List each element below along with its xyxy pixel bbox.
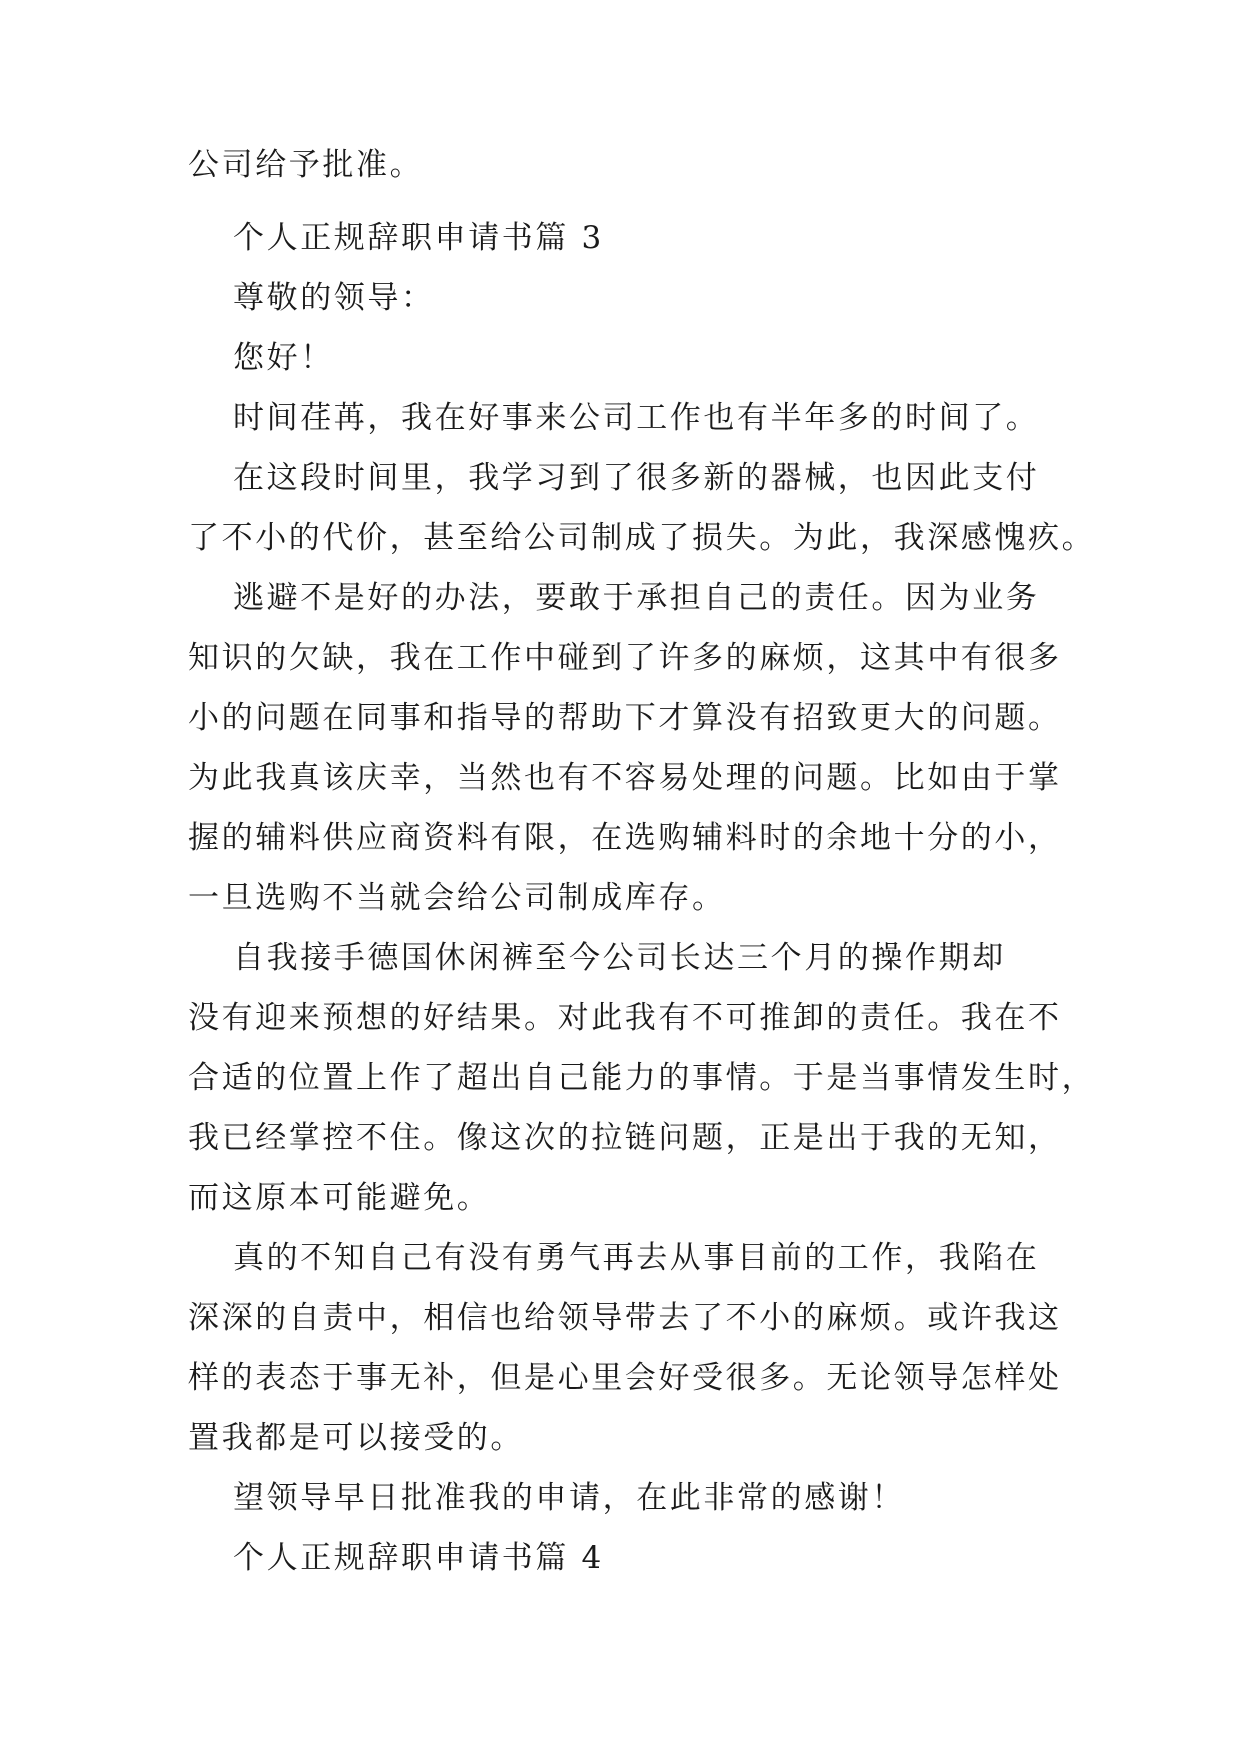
text-line: 而这原本可能避免。 [188, 1180, 491, 1216]
paragraph [188, 208, 1088, 268]
text-line: 个人正规辞职申请书篇 3 [233, 220, 604, 256]
paragraph [188, 328, 1088, 388]
text-line: 自我接手德国休闲裤至今公司长达三个月的操作期却 [233, 940, 1006, 976]
text-line: 逃避不是好的办法，要敢于承担自己的责任。因为业务 [233, 580, 1040, 616]
text-line: 一旦选购不当就会给公司制成库存。 [188, 880, 726, 916]
paragraph [188, 1468, 1088, 1528]
text-line: 小的问题在同事和指导的帮助下才算没有招致更大的问题。 [188, 700, 1062, 736]
text-line: 在这段时间里，我学习到了很多新的器械，也因此支付 [233, 460, 1040, 496]
paragraph [188, 928, 1096, 1228]
paragraph [188, 388, 1088, 448]
paragraph [188, 568, 1088, 928]
document-body [188, 135, 1096, 1588]
paragraph [188, 268, 1088, 328]
text-line: 望领导早日批准我的申请，在此非常的感谢！ [233, 1480, 905, 1516]
paragraph [188, 448, 1096, 568]
text-line: 了不小的代价，甚至给公司制成了损失。为此，我深感愧疚。 [188, 520, 1096, 556]
text-line: 深深的自责中，相信也给领导带去了不小的麻烦。或许我这 [188, 1300, 1062, 1336]
text-line: 公司给予批准。 [188, 147, 424, 183]
text-line: 没有迎来预想的好结果。对此我有不可推卸的责任。我在不 [188, 1000, 1062, 1036]
paragraph [188, 1228, 1088, 1468]
text-line: 置我都是可以接受的。 [188, 1420, 524, 1456]
text-line: 样的表态于事无补，但是心里会好受很多。无论领导怎样处 [188, 1360, 1062, 1396]
text-line: 您好！ [233, 340, 334, 376]
text-line: 个人正规辞职申请书篇 4 [233, 1540, 604, 1576]
text-line: 合适的位置上作了超出自己能力的事情。于是当事情发生时， [188, 1060, 1096, 1096]
paragraph [188, 1528, 1088, 1588]
text-line: 知识的欠缺，我在工作中碰到了许多的麻烦，这其中有很多 [188, 640, 1062, 676]
text-line: 尊敬的领导： [233, 280, 435, 316]
text-line: 我已经掌控不住。像这次的拉链问题，正是出于我的无知， [188, 1120, 1062, 1156]
text-line: 真的不知自己有没有勇气再去从事目前的工作，我陷在 [233, 1240, 1040, 1276]
text-line: 时间荏苒，我在好事来公司工作也有半年多的时间了。 [233, 400, 1040, 436]
text-line: 握的辅料供应商资料有限，在选购辅料时的余地十分的小， [188, 820, 1062, 856]
text-line: 为此我真该庆幸，当然也有不容易处理的问题。比如由于掌 [188, 760, 1062, 796]
paragraph [188, 135, 1088, 195]
